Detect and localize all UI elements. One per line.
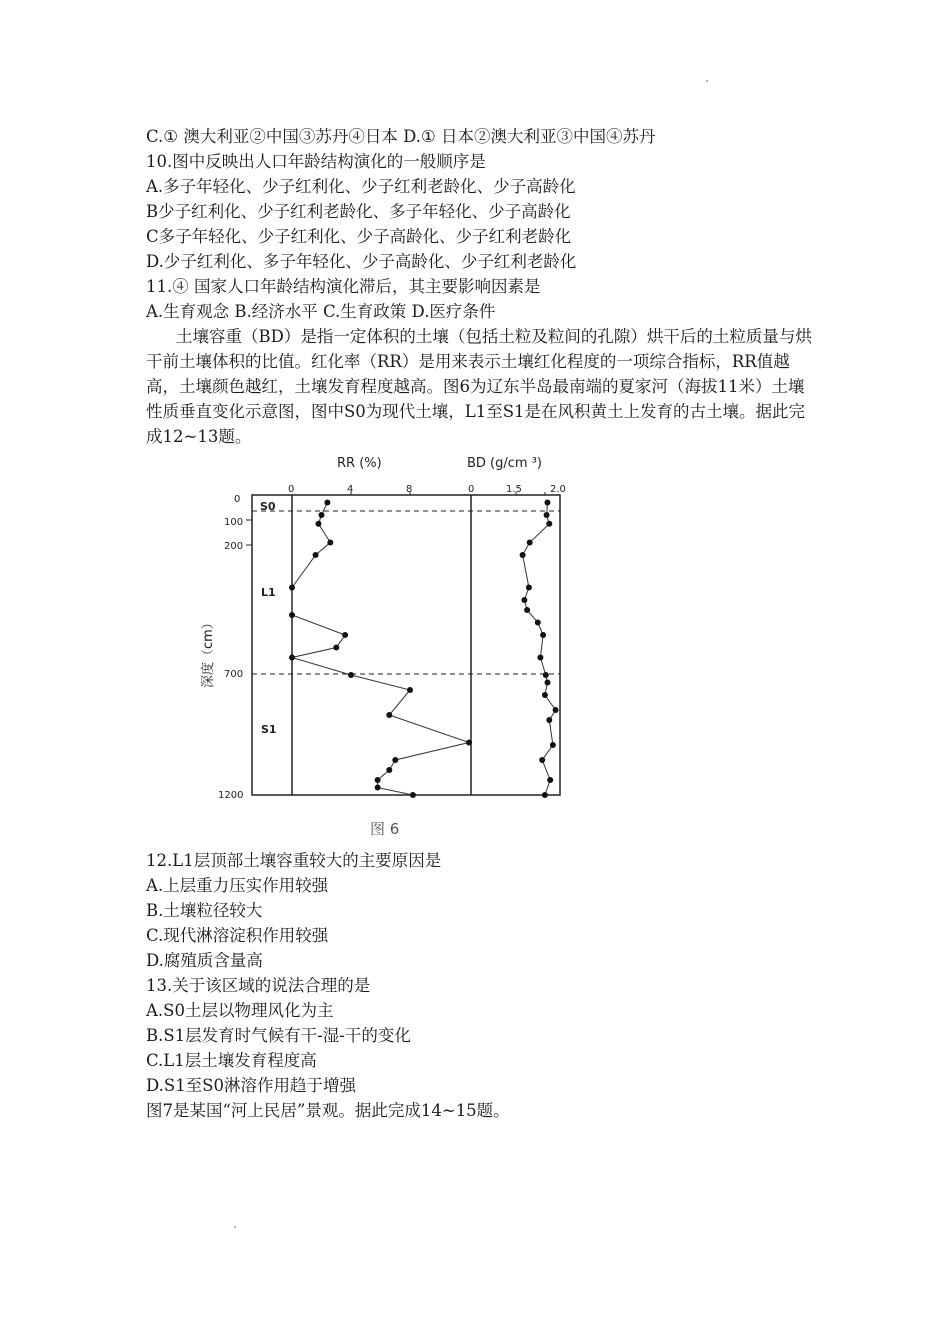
depth-1200: 1200 — [218, 790, 244, 801]
rr-point-0 — [324, 500, 330, 506]
rr-point-13 — [466, 740, 472, 746]
plot-frame — [252, 495, 560, 795]
q12-option-b: B.土壤粒径较大 — [146, 901, 263, 920]
bd-point-12 — [545, 680, 551, 686]
bd-series — [520, 500, 559, 799]
bd-point-0 — [545, 500, 551, 506]
q12-option-c: C.现代淋溶淀积作用较强 — [146, 926, 329, 945]
question-10: 10.图中反映出人口年龄结构演化的一般顺序是 — [146, 152, 486, 171]
rr-tick-4: 4 — [347, 484, 354, 495]
layer-l1: L1 — [261, 586, 276, 599]
rr-point-3 — [327, 540, 333, 546]
option-line-9cd: C.① 澳大利亚②中国③苏丹④日本 D.① 日本②澳大利亚③中国④苏丹 — [146, 127, 656, 146]
rr-point-2 — [316, 521, 322, 527]
q10-option-c: C多子年轻化、少子红利化、少子高龄化、少子红利老龄化 — [146, 227, 572, 246]
bd-profile-line — [523, 503, 556, 796]
q12-option-a: A.上层重力压实作用较强 — [146, 876, 329, 895]
bd-point-11 — [543, 672, 549, 678]
bd-tick-2-0: 2.0 — [550, 484, 566, 495]
bd-point-10 — [537, 655, 543, 661]
bd-point-19 — [542, 792, 548, 798]
rr-point-17 — [375, 785, 381, 791]
depth-0: 0 — [234, 494, 241, 505]
q10-option-a: A.多子年轻化、少子红利化、少子红利老龄化、少子高龄化 — [146, 177, 576, 196]
rr-point-15 — [386, 767, 392, 773]
rr-point-11 — [407, 687, 413, 693]
bd-point-1 — [544, 512, 550, 518]
question-12: 12.L1层顶部土壤容重较大的主要原因是 — [146, 851, 442, 870]
q11-options: A.生育观念 B.经济水平 C.生育政策 D.医疗条件 — [146, 302, 496, 321]
q13-option-a: A.S0土层以物理风化为主 — [146, 1001, 334, 1020]
rr-point-16 — [375, 777, 381, 783]
rr-tick-0: 0 — [288, 484, 295, 495]
bd-header: BD (g/cm ³) — [467, 456, 542, 471]
bd-point-17 — [539, 757, 545, 763]
rr-point-18 — [410, 792, 416, 798]
q13-option-d: D.S1至S0淋溶作用趋于增强 — [146, 1076, 356, 1095]
q13-option-b: B.S1层发育时气候有干-湿-干的变化 — [146, 1026, 411, 1045]
bd-point-13 — [542, 692, 548, 698]
rr-point-6 — [289, 612, 295, 618]
rr-series — [289, 500, 472, 799]
q12-option-d: D.腐殖质含量高 — [146, 951, 263, 970]
rr-profile-line — [292, 503, 469, 796]
bd-point-2 — [546, 521, 552, 527]
rr-point-7 — [342, 632, 348, 638]
rr-header: RR (%) — [337, 456, 382, 471]
intro-paragraph — [146, 324, 816, 449]
layer-s0: S0 — [260, 500, 276, 513]
rr-point-14 — [392, 757, 398, 763]
bd-point-16 — [550, 742, 556, 748]
page-mark-top — [706, 80, 708, 82]
figure-7-intro: 图7是某国“河上民居”景观。据此完成14~15题。 — [146, 1101, 510, 1120]
bd-point-5 — [526, 585, 532, 591]
bd-tick-1-5: 1.5 — [506, 484, 522, 495]
rr-point-8 — [333, 645, 339, 651]
bd-tick-0: 0 — [468, 484, 475, 495]
rr-point-12 — [386, 712, 392, 718]
q10-option-b: B少子红利化、少子红利老龄化、多子年轻化、少子高龄化 — [146, 202, 571, 221]
bd-point-7 — [524, 607, 530, 613]
rr-tick-8: 8 — [406, 484, 413, 495]
bd-point-15 — [546, 717, 552, 723]
bd-point-14 — [553, 707, 559, 713]
depth-axis-label: 深度（cm） — [201, 616, 216, 688]
question-13: 13.关于该区域的说法合理的是 — [146, 976, 371, 995]
bd-point-8 — [535, 620, 541, 626]
bd-point-6 — [521, 597, 527, 603]
bd-point-4 — [520, 552, 526, 558]
bd-point-9 — [540, 632, 546, 638]
rr-point-10 — [348, 672, 354, 678]
intro-text: 土壤容重（BD）是指一定体积的土壤（包括土粒及粒间的孔隙）烘干后的土粒质量与烘干前土壤体积的比值。红化率（RR）是用来表示土壤红化程度的一项综合指标，RR值越高，土壤颜色越红，土壤发育程度越高。图6为辽东半岛最南端的夏家河（海拔11米）土壤性质垂直变化示意图，图中S0为现代土壤，L1至S1是在风积黄土上发育的古土壤。据此完成12~13题。 — [146, 327, 812, 446]
bd-point-18 — [547, 777, 553, 783]
q10-option-d: D.少子红利化、多子年轻化、少子高龄化、少子红利老龄化 — [146, 252, 577, 271]
soil-profile-figure — [196, 452, 576, 812]
depth-700: 700 — [224, 669, 244, 680]
depth-200: 200 — [224, 541, 244, 552]
depth-100: 100 — [224, 517, 244, 528]
page-mark-bottom — [234, 1226, 236, 1228]
rr-point-1 — [319, 512, 325, 518]
bd-point-3 — [527, 540, 533, 546]
question-11: 11.④ 国家人口年龄结构演化滞后，其主要影响因素是 — [146, 277, 541, 296]
q13-option-c: C.L1层土壤发育程度高 — [146, 1051, 317, 1070]
rr-point-4 — [313, 552, 319, 558]
figure-caption: 图 6 — [370, 820, 400, 838]
layer-s1: S1 — [261, 723, 277, 736]
rr-point-9 — [289, 655, 295, 661]
rr-point-5 — [289, 585, 295, 591]
